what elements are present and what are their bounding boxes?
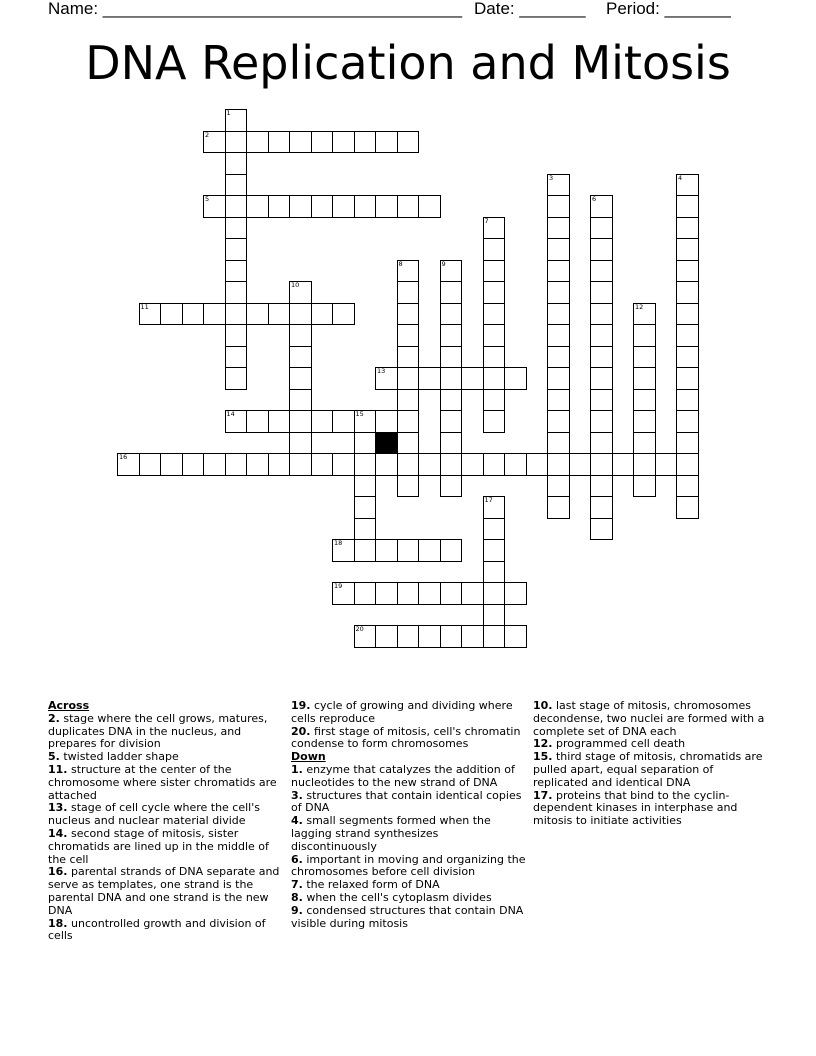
- crossword-cell[interactable]: [289, 281, 312, 304]
- crossword-cell[interactable]: [633, 453, 656, 476]
- crossword-cell[interactable]: [375, 453, 398, 476]
- crossword-cell[interactable]: [225, 238, 248, 261]
- crossword-cell[interactable]: [676, 217, 699, 240]
- crossword-cell[interactable]: [547, 324, 570, 347]
- crossword-cell[interactable]: [289, 389, 312, 412]
- black-square: [375, 432, 398, 455]
- crossword-cell[interactable]: [289, 410, 312, 433]
- crossword-cell[interactable]: [289, 303, 312, 326]
- clue-down-17: 17. proteins that bind to the cyclin-dependent kinases in interphase and mitosis to initiate activities: [533, 788, 738, 828]
- crossword-cell[interactable]: [225, 346, 248, 369]
- crossword-cell[interactable]: [397, 195, 420, 218]
- crossword-cell[interactable]: [397, 281, 420, 304]
- crossword-cell[interactable]: [397, 389, 420, 412]
- crossword-cell[interactable]: [504, 625, 527, 648]
- crossword-cell[interactable]: [289, 453, 312, 476]
- crossword-cell[interactable]: [354, 518, 377, 541]
- clue-down-15: 15. third stage of mitosis, chromatids are pulled apart, equal separation of replicated and identical DNA: [533, 750, 763, 789]
- crossword-cell[interactable]: [160, 303, 183, 326]
- crossword-cell[interactable]: [676, 410, 699, 433]
- crossword-cell[interactable]: [225, 131, 248, 154]
- crossword-cell[interactable]: [225, 109, 248, 132]
- crossword-cell[interactable]: [311, 410, 334, 433]
- crossword-cell[interactable]: [547, 410, 570, 433]
- crossword-cell[interactable]: [397, 410, 420, 433]
- crossword-cell[interactable]: [246, 131, 269, 154]
- crossword-cell[interactable]: [418, 539, 441, 562]
- crossword-cell[interactable]: [526, 453, 549, 476]
- crossword-cell[interactable]: [440, 582, 463, 605]
- crossword-cell[interactable]: [354, 432, 377, 455]
- crossword-cell[interactable]: [483, 625, 506, 648]
- crossword-cell[interactable]: [483, 238, 506, 261]
- crossword-cell[interactable]: [289, 195, 312, 218]
- clue-number: 6: [592, 195, 597, 203]
- crossword-cell[interactable]: [483, 260, 506, 283]
- crossword-cell[interactable]: [203, 453, 226, 476]
- clue-down-3: 3. structures that contain identical copies of DNA: [291, 788, 522, 815]
- crossword-cell[interactable]: [676, 346, 699, 369]
- clue-number: 5: [205, 195, 210, 203]
- crossword-cell[interactable]: [590, 260, 613, 283]
- crossword-cell[interactable]: [483, 389, 506, 412]
- crossword-cell[interactable]: [397, 346, 420, 369]
- crossword-cell[interactable]: [676, 303, 699, 326]
- clue-across-20: 20. first stage of mitosis, cell's chromatin condense to form chromosomes: [291, 724, 521, 751]
- crossword-cell[interactable]: [268, 410, 291, 433]
- crossword-cell[interactable]: [289, 324, 312, 347]
- crossword-cell[interactable]: [332, 410, 355, 433]
- crossword-cell[interactable]: [676, 260, 699, 283]
- crossword-cell[interactable]: [268, 131, 291, 154]
- crossword-cell[interactable]: [246, 410, 269, 433]
- page-title: DNA Replication and Mitosis: [85, 36, 731, 90]
- crossword-cell[interactable]: [397, 475, 420, 498]
- clue-down-10: 10. last stage of mitosis, chromosomes decondense, two nuclei are formed with a complete set of DNA each: [533, 699, 765, 738]
- clue-across-5: 5. twisted ladder shape: [48, 750, 179, 764]
- clue-number: 1: [226, 109, 231, 117]
- crossword-cell[interactable]: [547, 238, 570, 261]
- crossword-cell[interactable]: [375, 195, 398, 218]
- crossword-cell[interactable]: [547, 281, 570, 304]
- crossword-cell[interactable]: [483, 561, 506, 584]
- crossword-cell[interactable]: [461, 367, 484, 390]
- crossword-cell[interactable]: [483, 539, 506, 562]
- crossword-cell[interactable]: [483, 410, 506, 433]
- crossword-cell[interactable]: [504, 367, 527, 390]
- crossword-cell[interactable]: [590, 195, 613, 218]
- crossword-cell[interactable]: [418, 195, 441, 218]
- clue-across-2: 2. stage where the cell grows, matures, duplicates DNA in the nucleus, and prepares for division: [48, 711, 268, 751]
- crossword-cell[interactable]: [397, 131, 420, 154]
- clue-number: 15: [355, 410, 364, 418]
- clue-number: 7: [484, 216, 489, 225]
- crossword-cell[interactable]: [547, 195, 570, 218]
- crossword-cell[interactable]: [246, 303, 269, 326]
- crossword-cell[interactable]: [483, 582, 506, 605]
- clue-down-7: 7. the relaxed form of DNA: [291, 878, 440, 892]
- crossword-cell[interactable]: [676, 432, 699, 455]
- crossword-cell[interactable]: [633, 346, 656, 369]
- crossword-cell[interactable]: [440, 475, 463, 498]
- crossword-cell[interactable]: [289, 367, 312, 390]
- crossword-cell[interactable]: [633, 367, 656, 390]
- crossword-cell[interactable]: [397, 432, 420, 455]
- name-field[interactable]: Name: ______________________________________: [48, 0, 463, 18]
- crossword-cell[interactable]: [225, 281, 248, 304]
- crossword-cell[interactable]: [676, 389, 699, 412]
- crossword-cell[interactable]: [547, 453, 570, 476]
- crossword-cell[interactable]: [311, 303, 334, 326]
- crossword-cell[interactable]: [547, 367, 570, 390]
- crossword-cell[interactable]: [590, 475, 613, 498]
- crossword-cell[interactable]: [225, 260, 248, 283]
- crossword-cell[interactable]: [440, 453, 463, 476]
- crossword-cell[interactable]: [246, 453, 269, 476]
- crossword-cell[interactable]: [311, 131, 334, 154]
- crossword-cell[interactable]: [440, 346, 463, 369]
- crossword-cell[interactable]: [375, 539, 398, 562]
- clue-number: 9: [441, 259, 446, 268]
- crossword-cell[interactable]: [375, 582, 398, 605]
- crossword-cell[interactable]: [590, 238, 613, 261]
- crossword-cell[interactable]: [547, 475, 570, 498]
- crossword-cell[interactable]: [225, 324, 248, 347]
- crossword-cell[interactable]: [225, 410, 248, 433]
- crossword-cell[interactable]: [461, 625, 484, 648]
- crossword-cell[interactable]: [182, 453, 205, 476]
- crossword-cell[interactable]: [139, 453, 162, 476]
- crossword-cell[interactable]: [440, 389, 463, 412]
- crossword-cell[interactable]: [547, 260, 570, 283]
- clue-number: 12: [635, 302, 644, 311]
- crossword-cell[interactable]: [397, 453, 420, 476]
- crossword-cell[interactable]: [397, 625, 420, 648]
- clue-across-16: 16. parental strands of DNA separate and serve as templates, one strand is the parental DNA and one strand is the new DNA: [48, 865, 280, 917]
- crossword-cell[interactable]: [225, 152, 248, 175]
- across-heading: Across: [48, 699, 90, 712]
- crossword-cell[interactable]: [547, 389, 570, 412]
- crossword-cell[interactable]: [547, 174, 570, 197]
- crossword-cell[interactable]: [203, 303, 226, 326]
- crossword-cell[interactable]: [483, 453, 506, 476]
- crossword-cell[interactable]: [440, 410, 463, 433]
- worksheet-header: [48, 0, 748, 20]
- crossword-cell[interactable]: [332, 195, 355, 218]
- crossword-cell[interactable]: [612, 453, 635, 476]
- clue-across-19: 19. cycle of growing and dividing where cells reproduce: [291, 699, 513, 725]
- crossword-cell[interactable]: [354, 131, 377, 154]
- crossword-cell[interactable]: [676, 496, 699, 519]
- clue-down-12: 12. programmed cell death: [533, 737, 686, 751]
- crossword-cell[interactable]: [440, 367, 463, 390]
- crossword-cell[interactable]: [483, 518, 506, 541]
- clue-column-1: [48, 700, 284, 943]
- crossword-cell[interactable]: [418, 582, 441, 605]
- crossword-cell[interactable]: [332, 453, 355, 476]
- crossword-cell[interactable]: [676, 174, 699, 197]
- crossword-cell[interactable]: [203, 131, 226, 154]
- crossword-cell[interactable]: [332, 131, 355, 154]
- clue-number: 20: [355, 625, 364, 633]
- crossword-cell[interactable]: [440, 324, 463, 347]
- crossword-cell[interactable]: [375, 367, 398, 390]
- crossword-cell[interactable]: [590, 518, 613, 541]
- crossword-cell[interactable]: [590, 389, 613, 412]
- crossword-cell[interactable]: [332, 539, 355, 562]
- period-field[interactable]: Period: _______: [606, 0, 731, 18]
- crossword-cell[interactable]: [569, 453, 592, 476]
- crossword-cell[interactable]: [354, 582, 377, 605]
- crossword-cell[interactable]: [440, 625, 463, 648]
- crossword-cell[interactable]: [483, 346, 506, 369]
- crossword-cell[interactable]: [354, 410, 377, 433]
- crossword-cell[interactable]: [633, 303, 656, 326]
- crossword-cell[interactable]: [289, 131, 312, 154]
- clue-number: 2: [205, 130, 210, 139]
- crossword-cell[interactable]: [676, 475, 699, 498]
- crossword-cell[interactable]: [655, 453, 678, 476]
- clue-number: 11: [140, 302, 149, 311]
- crossword-cell[interactable]: [590, 453, 613, 476]
- crossword-cell[interactable]: [375, 131, 398, 154]
- clue-across-11: 11. structure at the center of the chromosome where sister chromatids are attached: [48, 762, 277, 802]
- crossword-cell[interactable]: [397, 324, 420, 347]
- crossword-cell[interactable]: [160, 453, 183, 476]
- crossword-cell[interactable]: [268, 453, 291, 476]
- crossword-cell[interactable]: [225, 217, 248, 240]
- crossword-cell[interactable]: [397, 260, 420, 283]
- crossword-cell[interactable]: [590, 410, 613, 433]
- crossword-cell[interactable]: [590, 324, 613, 347]
- clue-number: 14: [226, 410, 235, 418]
- crossword-cell[interactable]: [225, 367, 248, 390]
- clue-down-9: 9. condensed structures that contain DNA visible during mitosis: [291, 903, 524, 930]
- crossword-cell[interactable]: [483, 217, 506, 240]
- crossword-cell[interactable]: [375, 410, 398, 433]
- crossword-cell[interactable]: [397, 303, 420, 326]
- crossword-cell[interactable]: [440, 539, 463, 562]
- crossword-cell[interactable]: [676, 281, 699, 304]
- crossword-cell[interactable]: [332, 582, 355, 605]
- clue-number: 19: [334, 582, 343, 590]
- clue-number: 4: [678, 173, 683, 182]
- crossword-cell[interactable]: [676, 195, 699, 218]
- crossword-cell[interactable]: [483, 604, 506, 627]
- clue-across-14: 14. second stage of mitosis, sister chromatids are lined up in the middle of the cell: [48, 826, 269, 866]
- crossword-cell[interactable]: [504, 453, 527, 476]
- crossword-cell[interactable]: [225, 303, 248, 326]
- crossword-cell[interactable]: [440, 432, 463, 455]
- crossword-cell[interactable]: [676, 453, 699, 476]
- clue-down-4: 4. small segments formed when the lagging strand synthesizes discontinuously: [291, 814, 491, 853]
- crossword-cell[interactable]: [354, 453, 377, 476]
- crossword-cell[interactable]: [182, 303, 205, 326]
- crossword-cell[interactable]: [246, 195, 269, 218]
- clue-down-1: 1. enzyme that catalyzes the addition of nucleotides to the new strand of DNA: [291, 762, 515, 789]
- clue-number: 18: [334, 539, 343, 547]
- crossword-cell[interactable]: [397, 367, 420, 390]
- crossword-cell[interactable]: [633, 410, 656, 433]
- crossword-cell[interactable]: [633, 432, 656, 455]
- crossword-cell[interactable]: [311, 195, 334, 218]
- clue-number: 10: [291, 281, 300, 289]
- crossword-cell[interactable]: [354, 625, 377, 648]
- clue-column-3: [533, 700, 769, 828]
- clue-number: 17: [484, 496, 493, 504]
- crossword-cell[interactable]: [547, 303, 570, 326]
- crossword-cell[interactable]: [547, 496, 570, 519]
- crossword-cell[interactable]: [590, 367, 613, 390]
- crossword-cell[interactable]: [440, 281, 463, 304]
- crossword-cell[interactable]: [354, 475, 377, 498]
- crossword-cell[interactable]: [289, 346, 312, 369]
- crossword-cell[interactable]: [354, 195, 377, 218]
- crossword-cell[interactable]: [633, 324, 656, 347]
- crossword-cell[interactable]: [332, 303, 355, 326]
- crossword-cell[interactable]: [375, 625, 398, 648]
- clue-column-2: [291, 700, 527, 930]
- crossword-cell[interactable]: [418, 453, 441, 476]
- crossword-cell[interactable]: [590, 496, 613, 519]
- crossword-cell[interactable]: [268, 303, 291, 326]
- clue-down-8: 8. when the cell's cytoplasm divides: [291, 890, 492, 904]
- crossword-cell[interactable]: [311, 453, 334, 476]
- crossword-cell[interactable]: [203, 195, 226, 218]
- crossword-cell[interactable]: [547, 346, 570, 369]
- crossword-cell[interactable]: [354, 496, 377, 519]
- date-field[interactable]: Date: _______: [474, 0, 586, 18]
- crossword-cell[interactable]: [590, 303, 613, 326]
- crossword-cell[interactable]: [483, 496, 506, 519]
- crossword-cell[interactable]: [225, 174, 248, 197]
- clue-number: 8: [398, 259, 403, 268]
- crossword-cell[interactable]: [440, 303, 463, 326]
- crossword-cell[interactable]: [590, 346, 613, 369]
- crossword-cell[interactable]: [461, 453, 484, 476]
- clue-across-18: 18. uncontrolled growth and division of cells: [48, 916, 266, 943]
- crossword-cell[interactable]: [225, 453, 248, 476]
- crossword-cell[interactable]: [418, 625, 441, 648]
- crossword-cell[interactable]: [139, 303, 162, 326]
- crossword-cell[interactable]: [547, 432, 570, 455]
- crossword-cell[interactable]: [397, 582, 420, 605]
- clue-down-6: 6. important in moving and organizing the chromosomes before cell division: [291, 852, 526, 879]
- crossword-cell[interactable]: [504, 582, 527, 605]
- crossword-cell[interactable]: [397, 539, 420, 562]
- crossword-cell[interactable]: [289, 432, 312, 455]
- crossword-cell[interactable]: [483, 281, 506, 304]
- crossword-cell[interactable]: [268, 195, 291, 218]
- crossword-cell[interactable]: [676, 367, 699, 390]
- clue-number: 3: [549, 173, 554, 182]
- crossword-cell[interactable]: [633, 389, 656, 412]
- crossword-cell[interactable]: [225, 195, 248, 218]
- crossword-cell[interactable]: [418, 367, 441, 390]
- clue-number: 16: [119, 453, 128, 461]
- crossword-cell[interactable]: [483, 367, 506, 390]
- crossword-cell[interactable]: [354, 539, 377, 562]
- crossword-cell[interactable]: [590, 432, 613, 455]
- crossword-cell[interactable]: [483, 324, 506, 347]
- crossword-cell[interactable]: [483, 303, 506, 326]
- crossword-cell[interactable]: [590, 217, 613, 240]
- crossword-cell[interactable]: [633, 475, 656, 498]
- crossword-cell[interactable]: [676, 324, 699, 347]
- clue-across-13: 13. stage of cell cycle where the cell's nucleus and nuclear material divide: [48, 801, 260, 828]
- crossword-cell[interactable]: [676, 238, 699, 261]
- clue-number: 13: [377, 367, 386, 375]
- crossword-cell[interactable]: [590, 281, 613, 304]
- crossword-cell[interactable]: [547, 217, 570, 240]
- crossword-cell[interactable]: [440, 260, 463, 283]
- down-heading: Down: [291, 750, 326, 764]
- crossword-cell[interactable]: [461, 582, 484, 605]
- crossword-cell[interactable]: [117, 453, 140, 476]
